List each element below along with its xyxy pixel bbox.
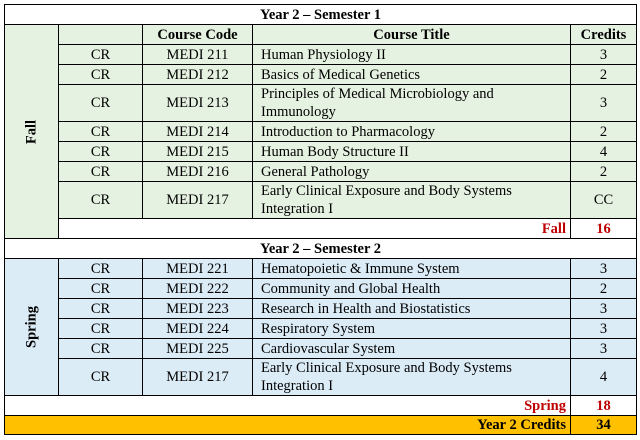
course-type: CR	[59, 339, 143, 359]
course-type: CR	[59, 65, 143, 85]
fall-total-value: 16	[571, 219, 637, 239]
course-code: MEDI 214	[143, 122, 253, 142]
course-credits: 2	[571, 279, 637, 299]
course-type: CR	[59, 299, 143, 319]
course-type: CR	[59, 122, 143, 142]
year-total-label: Year 2 Credits	[5, 416, 571, 435]
course-credits: 3	[571, 85, 637, 122]
course-type: CR	[59, 319, 143, 339]
code-column-header: Course Code	[143, 25, 253, 45]
spring-side-text: Spring	[23, 306, 40, 348]
course-title: Early Clinical Exposure and Body Systems Integration I	[253, 359, 571, 396]
course-credits: 3	[571, 339, 637, 359]
course-code: MEDI 217	[143, 182, 253, 219]
course-credits: 3	[571, 259, 637, 279]
course-type: CR	[59, 259, 143, 279]
course-title: Hematopoietic & Immune System	[253, 259, 571, 279]
course-credits: CC	[571, 182, 637, 219]
type-column-header	[59, 25, 143, 45]
course-code: MEDI 221	[143, 259, 253, 279]
year-total-value: 34	[571, 416, 637, 435]
course-type: CR	[59, 359, 143, 396]
course-title: Basics of Medical Genetics	[253, 65, 571, 85]
table-row	[5, 339, 637, 359]
table-row	[5, 359, 637, 396]
credits-column-header: Credits	[571, 25, 637, 45]
course-credits: 2	[571, 65, 637, 85]
course-type: CR	[59, 45, 143, 65]
course-code: MEDI 212	[143, 65, 253, 85]
course-code: MEDI 225	[143, 339, 253, 359]
course-credits: 3	[571, 319, 637, 339]
table-row	[5, 65, 637, 85]
course-type: CR	[59, 162, 143, 182]
table-row	[5, 85, 637, 122]
course-title: Principles of Medical Microbiology and Immunology	[253, 85, 571, 122]
course-title: Cardiovascular System	[253, 339, 571, 359]
course-code: MEDI 224	[143, 319, 253, 339]
course-credits: 4	[571, 359, 637, 396]
course-credits: 3	[571, 299, 637, 319]
spring-total-label: Spring	[5, 396, 571, 416]
course-credits: 2	[571, 122, 637, 142]
table-row	[5, 319, 637, 339]
table-row	[5, 162, 637, 182]
spring-side-label	[5, 259, 59, 396]
spring-total-value: 18	[571, 396, 637, 416]
course-code: MEDI 211	[143, 45, 253, 65]
table-row	[5, 299, 637, 319]
course-credits: 3	[571, 45, 637, 65]
semester1-heading: Year 2 – Semester 1	[5, 5, 637, 25]
table-row	[5, 259, 637, 279]
course-credits: 4	[571, 142, 637, 162]
course-title: Early Clinical Exposure and Body Systems Integration I	[253, 182, 571, 219]
curriculum-table-spring	[4, 238, 637, 435]
course-title: Community and Global Health	[253, 279, 571, 299]
course-code: MEDI 223	[143, 299, 253, 319]
table-row	[5, 182, 637, 219]
fall-total-label: Fall	[59, 219, 571, 239]
table-row	[5, 279, 637, 299]
course-type: CR	[59, 182, 143, 219]
table-row	[5, 142, 637, 162]
semester2-heading: Year 2 – Semester 2	[5, 239, 637, 259]
course-code: MEDI 215	[143, 142, 253, 162]
table-row	[5, 45, 637, 65]
title-column-header: Course Title	[253, 25, 571, 45]
course-title: General Pathology	[253, 162, 571, 182]
course-title: Human Physiology II	[253, 45, 571, 65]
course-type: CR	[59, 142, 143, 162]
course-title: Respiratory System	[253, 319, 571, 339]
fall-side-label	[5, 25, 59, 239]
course-title: Research in Health and Biostatistics	[253, 299, 571, 319]
course-credits: 2	[571, 162, 637, 182]
course-title: Introduction to Pharmacology	[253, 122, 571, 142]
course-type: CR	[59, 85, 143, 122]
table-row	[5, 122, 637, 142]
course-code: MEDI 222	[143, 279, 253, 299]
fall-side-text: Fall	[23, 119, 40, 144]
course-title: Human Body Structure II	[253, 142, 571, 162]
curriculum-table	[4, 4, 637, 239]
course-type: CR	[59, 279, 143, 299]
course-code: MEDI 217	[143, 359, 253, 396]
course-code: MEDI 213	[143, 85, 253, 122]
course-code: MEDI 216	[143, 162, 253, 182]
